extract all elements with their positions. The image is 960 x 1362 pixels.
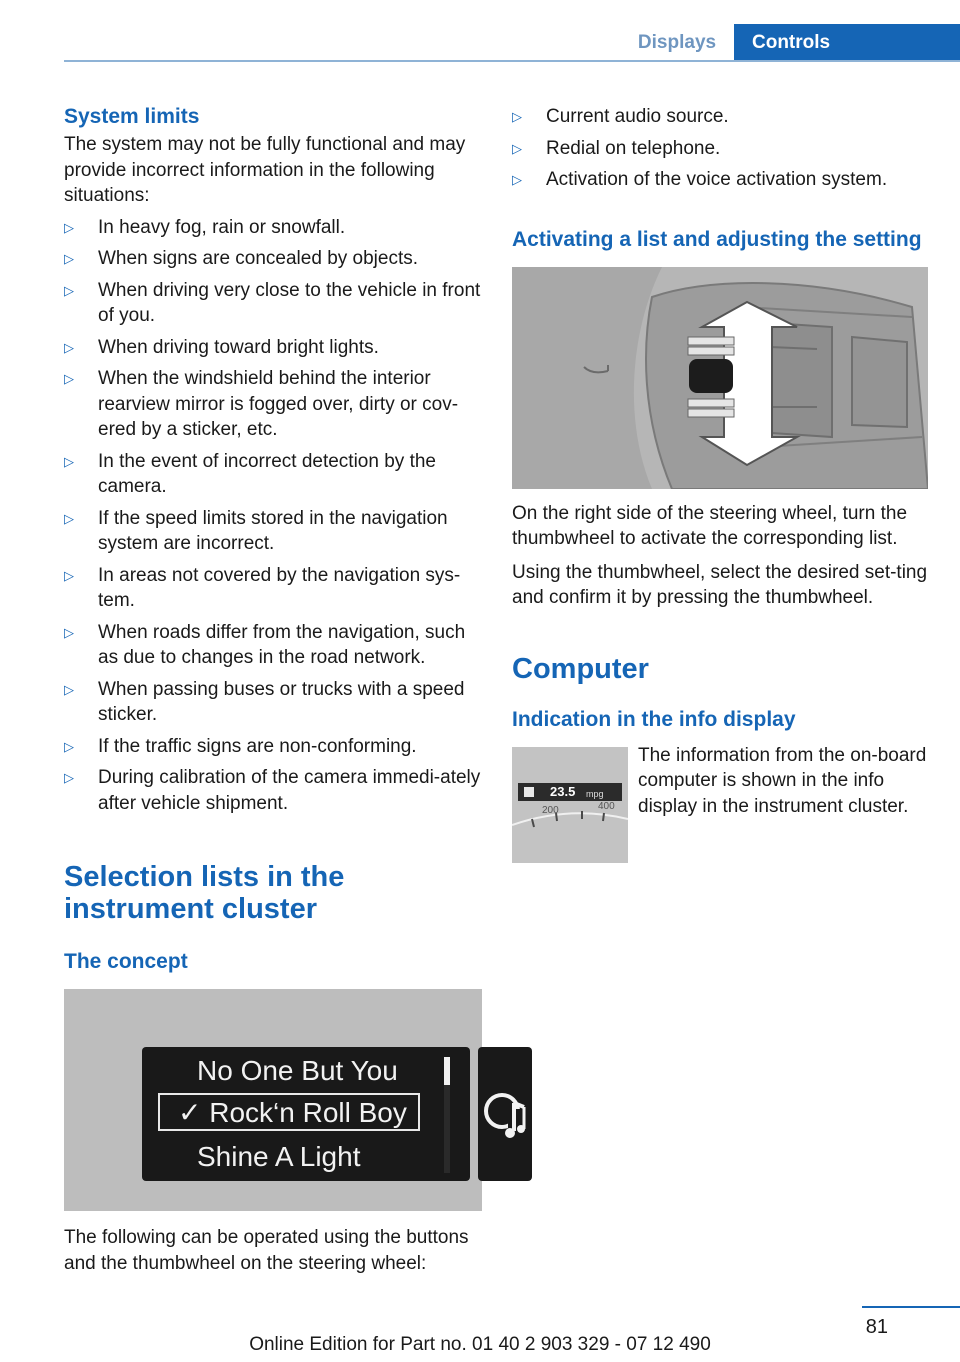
steering-wheel-image — [512, 267, 928, 489]
bullet-icon: ▷ — [64, 770, 74, 785]
bullet-icon: ▷ — [64, 282, 74, 298]
system-limit-item — [64, 246, 482, 272]
system-limit-item-text: During calibration of the camera immedi-ately after vehicle shipment. — [98, 767, 481, 814]
system-limit-item-text: In the event of incorrect detection by the camera. — [98, 450, 436, 497]
cluster-scale-label: 200 — [542, 804, 559, 816]
list-item-selected: ✓ Rock‘n Roll Boy — [178, 1097, 407, 1128]
system-limit-item — [64, 366, 482, 443]
bullet-icon: ▷ — [64, 219, 74, 235]
bullet-icon: ▷ — [64, 738, 74, 754]
activating-title: Activating a list and adjusting the setting — [512, 227, 922, 251]
system-limit-item — [64, 563, 482, 614]
system-limit-item — [64, 278, 482, 329]
cluster-scale-label: 400 — [598, 800, 615, 812]
computer-title: Computer — [512, 652, 649, 685]
list-scrollbar — [444, 1057, 450, 1173]
operations-list — [512, 104, 930, 193]
operation-item-text: Current audio source. — [546, 106, 729, 127]
system-limit-item-text: When passing buses or trucks with a speed sticker. — [98, 678, 465, 725]
activating-p1: On the right side of the steering wheel, turn the thumbwheel to activate the corresponding list. — [512, 502, 908, 549]
bullet-icon: ▷ — [512, 140, 522, 156]
bullet-icon: ▷ — [64, 339, 74, 355]
info-display-image — [512, 747, 628, 863]
list-item: No One But You — [197, 1055, 398, 1086]
system-limit-item — [64, 215, 482, 241]
system-limit-item — [64, 765, 482, 816]
indication-text: The information from the on-board computer is shown in the info display in the instrument cluster. — [638, 744, 927, 817]
system-limit-item — [64, 620, 482, 671]
list-item: Shine A Light — [197, 1141, 361, 1172]
operation-item — [512, 136, 930, 162]
operation-item-text: Activation of the voice activation system. — [546, 169, 888, 190]
activating-p2: Using the thumbwheel, select the desired set-ting and confirm it by pressing the thumbwheel. — [512, 561, 928, 608]
system-limit-item — [64, 449, 482, 500]
bullet-icon: ▷ — [512, 109, 522, 124]
header-chapter-tab: Controls — [734, 24, 960, 62]
system-limit-item-text: When driving toward bright lights. — [98, 336, 379, 358]
operation-item — [512, 104, 930, 130]
bullet-icon: ▷ — [64, 251, 74, 266]
bullet-icon: ▷ — [64, 624, 74, 640]
footer-rule — [862, 1306, 960, 1308]
bullet-icon: ▷ — [512, 172, 522, 187]
concept-title: The concept — [64, 950, 188, 973]
page-number: 81 — [865, 1316, 888, 1338]
system-limit-item — [64, 506, 482, 557]
system-limit-item-text: If the speed limits stored in the navigation system are incorrect. — [98, 507, 448, 554]
concept-text: The following can be operated using the buttons and the thumbwheel on the steering wheel: — [64, 1227, 469, 1274]
system-limit-item — [64, 734, 482, 760]
indication-title: Indication in the info display — [512, 707, 796, 731]
selection-lists-title: Selection lists in the instrument cluster — [64, 861, 345, 925]
operation-item — [512, 167, 930, 193]
system-limits-intro: The system may not be fully functional and may provide incorrect information in the following situations: — [64, 134, 466, 206]
system-limit-item — [64, 335, 482, 361]
system-limit-item-text: In heavy fog, rain or snowfall. — [98, 216, 346, 238]
music-note-icon — [478, 1047, 532, 1181]
header-rule — [64, 60, 960, 62]
bullet-icon: ▷ — [64, 681, 74, 697]
bullet-icon: ▷ — [64, 453, 74, 469]
bullet-icon: ▷ — [64, 567, 74, 583]
system-limit-item-text: When signs are concealed by objects. — [98, 248, 419, 269]
cluster-unit: mpg — [586, 788, 604, 799]
list-panel — [142, 1047, 470, 1181]
system-limit-item-text: When driving very close to the vehicle in front of you. — [98, 279, 481, 326]
system-limit-item-text: In areas not covered by the navigation sys-tem. — [98, 564, 461, 611]
selection-list-image — [64, 989, 482, 1211]
system-limit-item-text: When the windshield behind the interior rearview mirror is fogged over, dirty or cov-ered by a sticker, etc. — [98, 368, 459, 440]
bullet-icon: ▷ — [64, 510, 74, 526]
bullet-icon: ▷ — [64, 371, 74, 386]
system-limits-title: System limits — [64, 105, 200, 128]
header-section-label: Displays — [637, 32, 717, 53]
system-limit-item-text: When roads differ from the navigation, such as due to changes in the road network. — [98, 621, 466, 668]
system-limit-item — [64, 677, 482, 728]
operation-item-text: Redial on telephone. — [546, 137, 721, 159]
right-column — [512, 104, 930, 863]
system-limits-list — [64, 215, 482, 817]
edition-line: Online Edition for Part no. 01 40 2 903 329 - 07 12 490 — [249, 1334, 711, 1355]
cluster-value: 23.5 — [550, 783, 576, 799]
left-column — [64, 104, 482, 1276]
system-limit-item-text: If the traffic signs are non-conforming. — [98, 735, 417, 757]
